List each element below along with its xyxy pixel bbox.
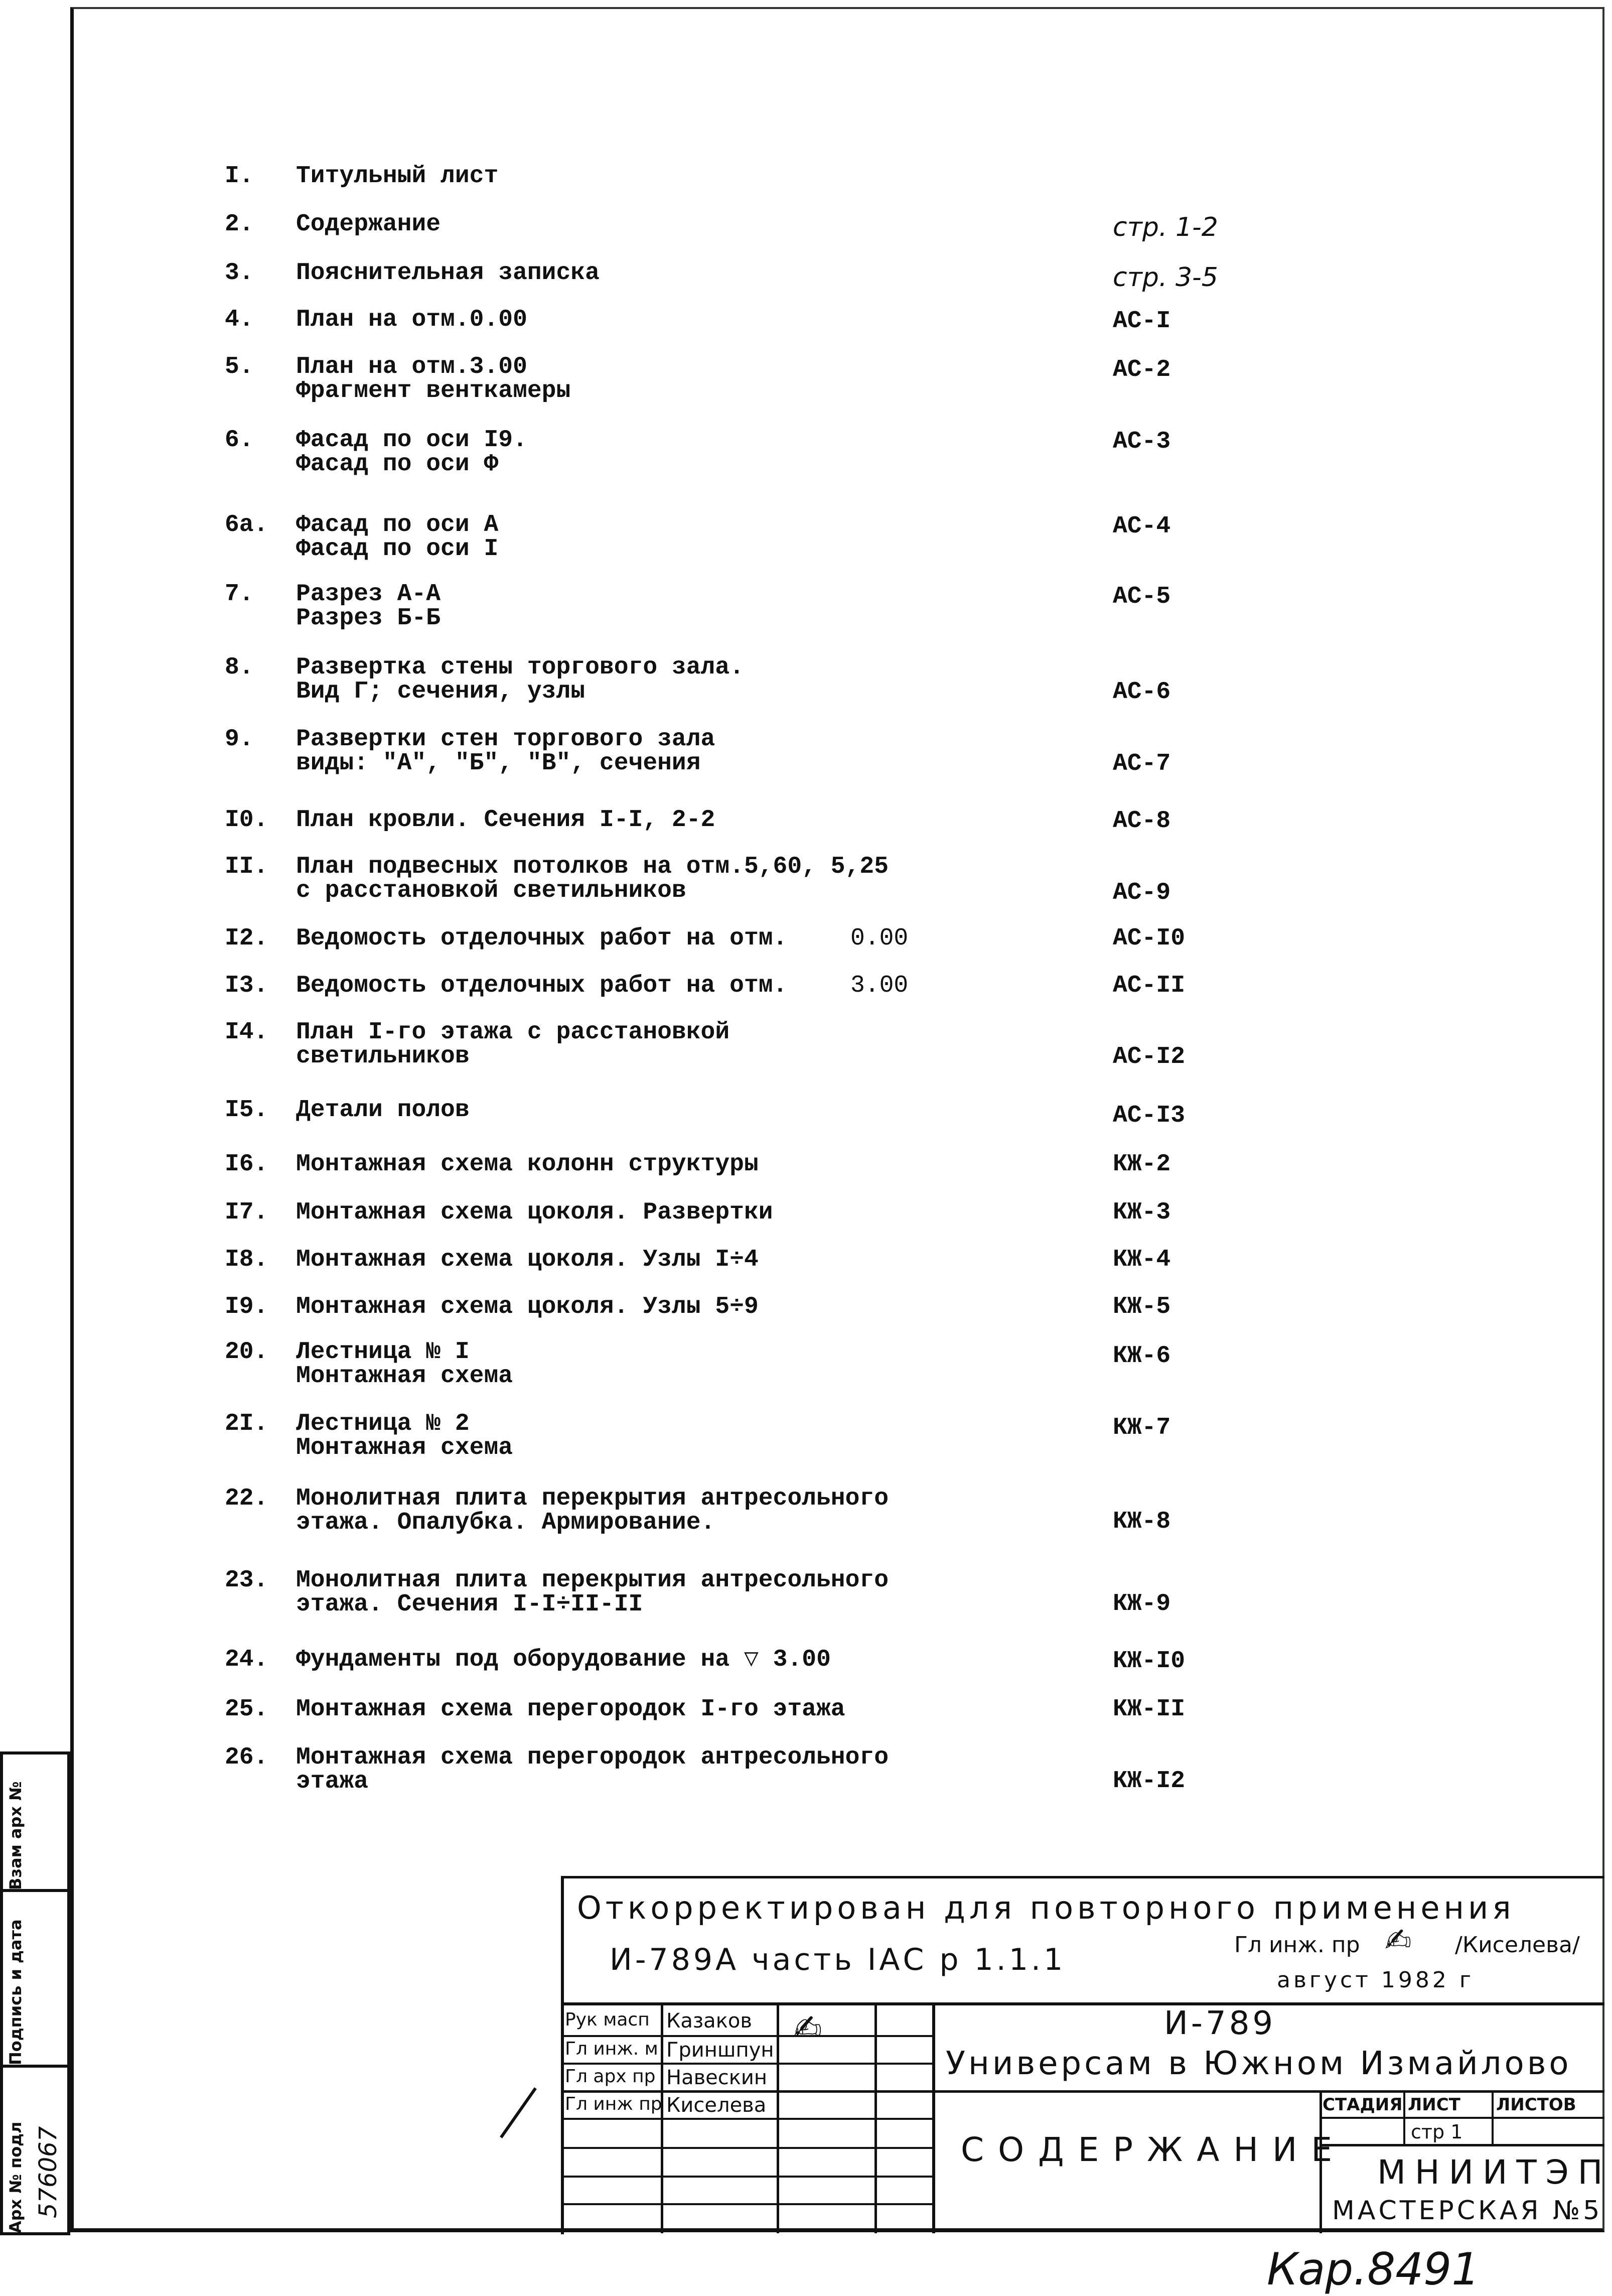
organization: МНИИТЭП [1377,2153,1612,2192]
item-number: I5. [225,1097,268,1124]
item-title: Монтажная схема цоколя. Развертки [296,1199,773,1226]
item-number: 2I. [225,1410,268,1437]
project-code: И-789 [1164,2005,1276,2042]
item-sheet-code: КЖ-7 [1113,1414,1171,1441]
item-sheet-code: АС-6 [1113,679,1171,706]
item-number: 3. [225,259,254,287]
item-title: Фасад по оси I9. Фасад по оси Ф [296,427,527,478]
item-sheet-code: КЖ-8 [1113,1508,1171,1535]
item-sheet-code: КЖ-I2 [1113,1768,1186,1795]
side-replace-label: Взам арх № [6,1781,25,1890]
sheet-label: ЛИСТ [1408,2095,1460,2115]
item-sheet-code: КЖ-3 [1113,1199,1171,1226]
date: август 1982 г [1277,1967,1474,1993]
item-number: 4. [225,306,254,333]
item-sheet-code: стр. 3-5 [1113,262,1218,293]
item-title: План подвесных потолков на отм.5,60, 5,25 с расстановкой светильников [296,853,889,904]
signature: ✍ [1385,1922,1412,1959]
item-title: Монтажная схема колонн структуры [296,1151,759,1178]
item-title: Лестница № 2 Монтажная схема [296,1410,513,1461]
side-orig-label: Арх № подл [6,2121,25,2233]
archive-note: Кар.8491 [1267,2243,1480,2295]
workshop: МАСТЕРСКАЯ №5 [1332,2196,1603,2226]
role-name: Навескин [666,2066,768,2089]
item-number: 6. [225,427,254,454]
item-sheet-code: КЖ-6 [1113,1342,1171,1370]
item-number: I6. [225,1151,268,1178]
item-sheet-code: КЖ-2 [1113,1151,1171,1178]
item-number: 6а. [225,511,268,538]
item-sheet-code: АС-4 [1113,513,1171,540]
item-title: Монтажная схема перегородок антресольного этажа [296,1744,889,1795]
item-number: II. [225,853,268,880]
item-sheet-code: КЖ-II [1113,1696,1186,1723]
item-title: План на отм.0.00 [296,306,527,333]
side-cell-replace [0,1751,70,1892]
item-sheet-code: АС-I [1113,308,1171,335]
item-number: I3. [225,972,268,999]
item-sheet-code: АС-I0 [1113,925,1186,952]
item-sheet-code: КЖ-5 [1113,1293,1171,1320]
item-number: I4. [225,1019,268,1046]
item-sheet-code: КЖ-4 [1113,1246,1171,1273]
item-title: Монолитная плита перекрытия антресольного этажа. Опалубка. Армирование. [296,1485,889,1536]
item-sheet-code: АС-5 [1113,583,1171,610]
side-sign-label: Подпись и дата [6,1919,25,2065]
item-number: 20. [225,1338,268,1366]
item-number: 25. [225,1696,268,1723]
item-sheet-code: АС-II [1113,972,1186,999]
role-label: Гл инж. м [565,2039,658,2059]
item-sheet-code: стр. 1-2 [1113,212,1218,242]
item-title: Титульный лист [296,163,499,190]
item-number: 22. [225,1485,268,1512]
chief-engineer-label: Гл инж. пр [1234,1932,1360,1958]
sheet-value: стр 1 [1411,2121,1463,2143]
item-sheet-code: АС-I2 [1113,1043,1186,1070]
role-name: Гриншпун [666,2039,774,2062]
item-title: План I-го этажа с расстановкой светильников [296,1019,730,1070]
item-number: I0. [225,806,268,834]
stage-label: СТАДИЯ [1323,2095,1403,2115]
project-name: Универсам в Южном Измайлово [946,2045,1572,2082]
role-label: Гл инж пр [565,2094,662,2114]
item-title: Содержание [296,211,441,238]
item-sheet-code: АС-2 [1113,356,1171,383]
sheet-title: СОДЕРЖАНИЕ [961,2130,1347,2169]
item-number: 24. [225,1646,268,1673]
item-sheet-code: АС-I3 [1113,1102,1186,1129]
item-title: План кровли. Сечения I-I, 2-2 [296,806,715,834]
item-sheet-code: АС-8 [1113,807,1171,835]
item-title: Ведомость отделочных работ на отм. [296,972,788,999]
item-title: Развертки стен торгового зала виды: "А", "Б", "В", сечения [296,726,715,777]
item-sheet-code: КЖ-I0 [1113,1648,1186,1675]
item-title: Монтажная схема перегородок I-го этажа [296,1696,845,1723]
item-title: Ведомость отделочных работ на отм. [296,925,788,952]
item-title: Развертка стены торгового зала. Вид Г; сечения, узлы [296,654,744,705]
item-sheet-code: АС-7 [1113,750,1171,777]
item-title: Монтажная схема цоколя. Узлы I÷4 [296,1246,759,1273]
item-number: 7. [225,581,254,608]
item-number: I8. [225,1246,268,1273]
role-label: Рук масп [565,2009,650,2030]
item-title: Пояснительная записка [296,259,600,287]
item-number: 8. [225,654,254,681]
signatures-icon: ✍ [793,2007,822,2049]
item-sheet-code: КЖ-9 [1113,1590,1171,1617]
item-sheet-code: АС-9 [1113,879,1171,906]
item-number: 5. [225,353,254,380]
item-level: 0.00 [850,925,909,952]
item-title: Лестница № I Монтажная схема [296,1338,513,1390]
sheets-label: ЛИСТОВ [1496,2095,1576,2115]
item-number: 23. [225,1567,268,1594]
side-cell-orig [0,2065,70,2235]
item-number: I. [225,163,254,190]
role-name: Киселева [666,2094,767,2117]
item-number: 2. [225,211,254,238]
item-level: 3.00 [850,972,909,999]
item-title: Монолитная плита перекрытия антресольного этажа. Сечения I-I÷II-II [296,1567,889,1618]
role-label: Гл арх пр [565,2066,656,2087]
item-number: I9. [225,1293,268,1320]
role-name: Казаков [666,2009,752,2033]
chief-engineer-name: /Киселева/ [1455,1932,1580,1958]
item-title: План на отм.3.00 Фрагмент венткамеры [296,353,571,404]
item-title: Монтажная схема цоколя. Узлы 5÷9 [296,1293,759,1320]
corrected-note: Откорректирован для повторного применения [577,1889,1515,1926]
item-number: 9. [225,726,254,753]
item-title: Детали полов [296,1097,470,1124]
doc-reference: И-789А часть IАС р 1.1.1 [610,1942,1066,1977]
item-title: Разрез А-А Разрез Б-Б [296,581,441,632]
item-title: Фундаменты под оборудование на ▽ 3.00 [296,1646,831,1673]
item-number: 26. [225,1744,268,1771]
side-orig-value: 576067 [34,2126,62,2218]
side-cell-sign [0,1889,70,2068]
item-number: I7. [225,1199,268,1226]
item-title: Фасад по оси А Фасад по оси I [296,511,499,563]
item-number: I2. [225,925,268,952]
item-sheet-code: АС-3 [1113,428,1171,455]
